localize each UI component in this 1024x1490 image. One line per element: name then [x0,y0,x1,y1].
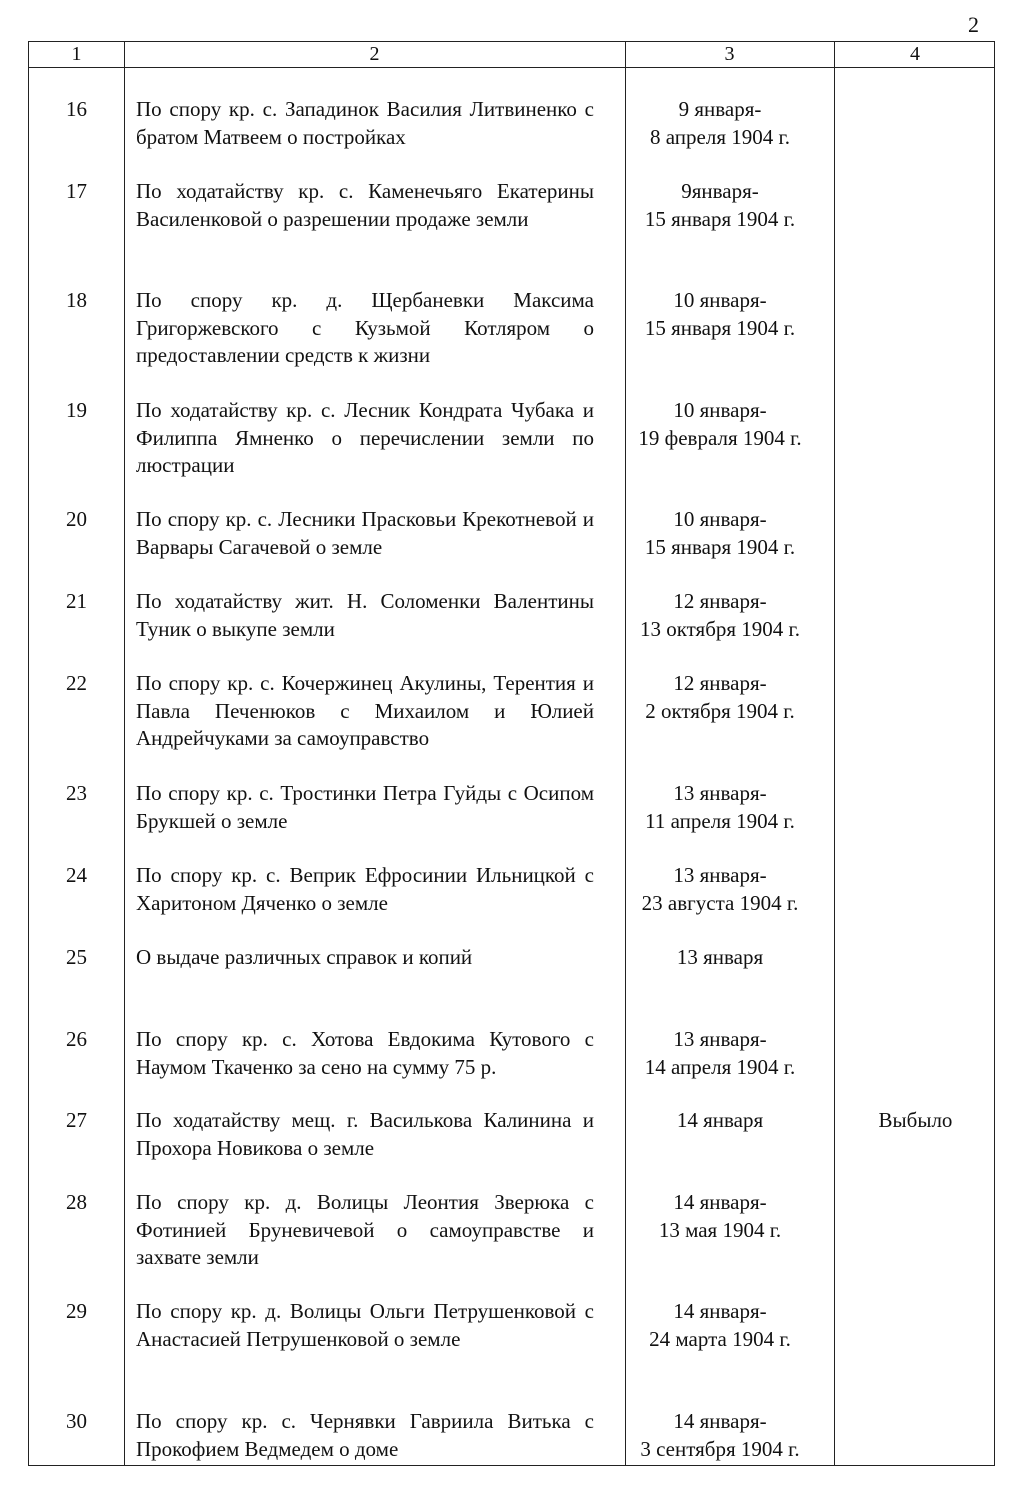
row-dates [625,1189,815,1244]
date-end: 13 октября 1904 г. [639,616,801,641]
date-start: 10 января- [673,398,767,422]
date-end: 15 января 1904 г. [644,206,796,231]
row-dates [625,178,815,233]
row-description: По ходатайству мещ. г. Василькова Калинина и Прохора Новикова о земле [136,1108,594,1160]
row-number: 23 [66,781,87,805]
row-dates [625,96,815,151]
row-description: По спору кр. с. Кочержинец Акулины, Терентия и Павла Печенюков с Михаилом и Юлией Андрейчуками за самоуправство [136,671,594,750]
row-description: По спору кр. с. Веприк Ефросинии Ильницкой с Харитоном Дяченко о земле [136,863,594,915]
row-dates [625,780,815,835]
date-end: 14 апреля 1904 г. [644,1054,796,1079]
date-end: 23 августа 1904 г. [641,890,799,915]
date-end: 2 октября 1904 г. [645,698,795,723]
row-dates [625,506,815,561]
date-start: 13 января- [673,1027,767,1051]
row-description: По ходатайству жит. Н. Соломенки Валентины Туник о выкупе земли [136,589,594,641]
page-number: 2 [968,12,979,37]
date-end: 8 апреля 1904 г. [650,124,790,149]
row-dates [625,1107,815,1135]
row-description: По спору кр. д. Щербаневки Максима Григоржевского с Кузьмой Котляром о предоставлении средств к жизни [136,288,594,367]
date-start: 13 января [676,945,764,969]
date-start: 14 января- [673,1299,767,1323]
row-description: По ходатайству кр. с. Лесник Кондрата Чубака и Филиппа Ямненко о перечислении земли по люстрации [136,398,594,477]
row-number: 22 [66,671,87,695]
column-header-4: 4 [910,43,920,65]
row-dates [625,1026,815,1081]
column-header-1: 1 [71,43,82,65]
header-divider [29,67,994,68]
row-description: По спору кр. с. Тростинки Петра Гуйды с Осипом Брукшей о земле [136,781,594,833]
row-dates [625,588,815,643]
date-start: 13 января- [673,863,767,887]
row-number: 18 [66,288,87,312]
row-dates [625,287,815,342]
date-start: 14 января- [673,1190,767,1214]
column-header-2: 2 [369,43,380,65]
date-start: 10 января- [673,288,767,312]
column-divider [124,42,125,1465]
date-start: 14 января [676,1108,764,1132]
date-start: 9января- [681,179,759,203]
row-dates [625,670,815,725]
date-end: 15 января 1904 г. [644,534,796,559]
column-divider [625,42,626,1465]
date-start: 10 января- [673,507,767,531]
date-end: 11 апреля 1904 г. [645,808,795,833]
row-number: 27 [66,1108,87,1132]
row-description: По спору кр. с. Лесники Прасковьи Крекотневой и Варвары Сагачевой о земле [136,507,594,559]
row-description: По ходатайству кр. с. Каменечьяго Екатерины Василенковой о разрешении продаже земли [136,179,594,231]
row-description: По спору кр. с. Хотова Евдокима Кутового с Наумом Ткаченко за сено на сумму 75 р. [136,1027,594,1079]
row-number: 16 [66,97,87,121]
date-end: 15 января 1904 г. [644,315,796,340]
date-end: 13 мая 1904 г. [658,1217,782,1242]
row-number: 20 [66,507,87,531]
row-description: По спору кр. с. Западинок Василия Литвиненко с братом Матвеем о постройках [136,97,594,149]
row-number: 17 [66,179,87,203]
row-description: По спору кр. с. Чернявки Гавриила Витька с Прокофием Ведмедем о доме [136,1409,594,1461]
row-dates [625,1298,815,1353]
row-number: 21 [66,589,87,613]
column-header-3: 3 [724,43,735,65]
date-end: 19 февраля 1904 г. [638,425,802,450]
row-dates [625,862,815,917]
date-start: 14 января- [673,1409,767,1433]
row-description: По спору кр. д. Волицы Ольги Петрушенковой с Анастасией Петрушенковой о земле [136,1299,594,1351]
date-start: 13 января- [673,781,767,805]
row-dates [625,397,815,452]
row-number: 26 [66,1027,87,1051]
row-dates [625,1408,815,1463]
row-number: 30 [66,1409,87,1433]
row-dates [625,944,815,972]
row-number: 19 [66,398,87,422]
row-description: По спору кр. д. Волицы Леонтия Зверюка с Фотинией Бруневичевой о самоуправстве и захвате земли [136,1190,594,1269]
row-number: 29 [66,1299,87,1323]
row-number: 25 [66,945,87,969]
inventory-table [28,41,995,1466]
row-number: 28 [66,1190,87,1214]
date-end: 24 марта 1904 г. [649,1326,791,1351]
date-end: 3 сентября 1904 г. [640,1436,800,1461]
date-start: 12 января- [673,589,767,613]
row-number: 24 [66,863,87,887]
date-start: 12 января- [673,671,767,695]
date-start: 9 января- [678,97,762,121]
row-note: Выбыло [878,1108,953,1132]
column-divider [834,42,835,1465]
row-description: О выдаче различных справок и копий [136,945,473,969]
